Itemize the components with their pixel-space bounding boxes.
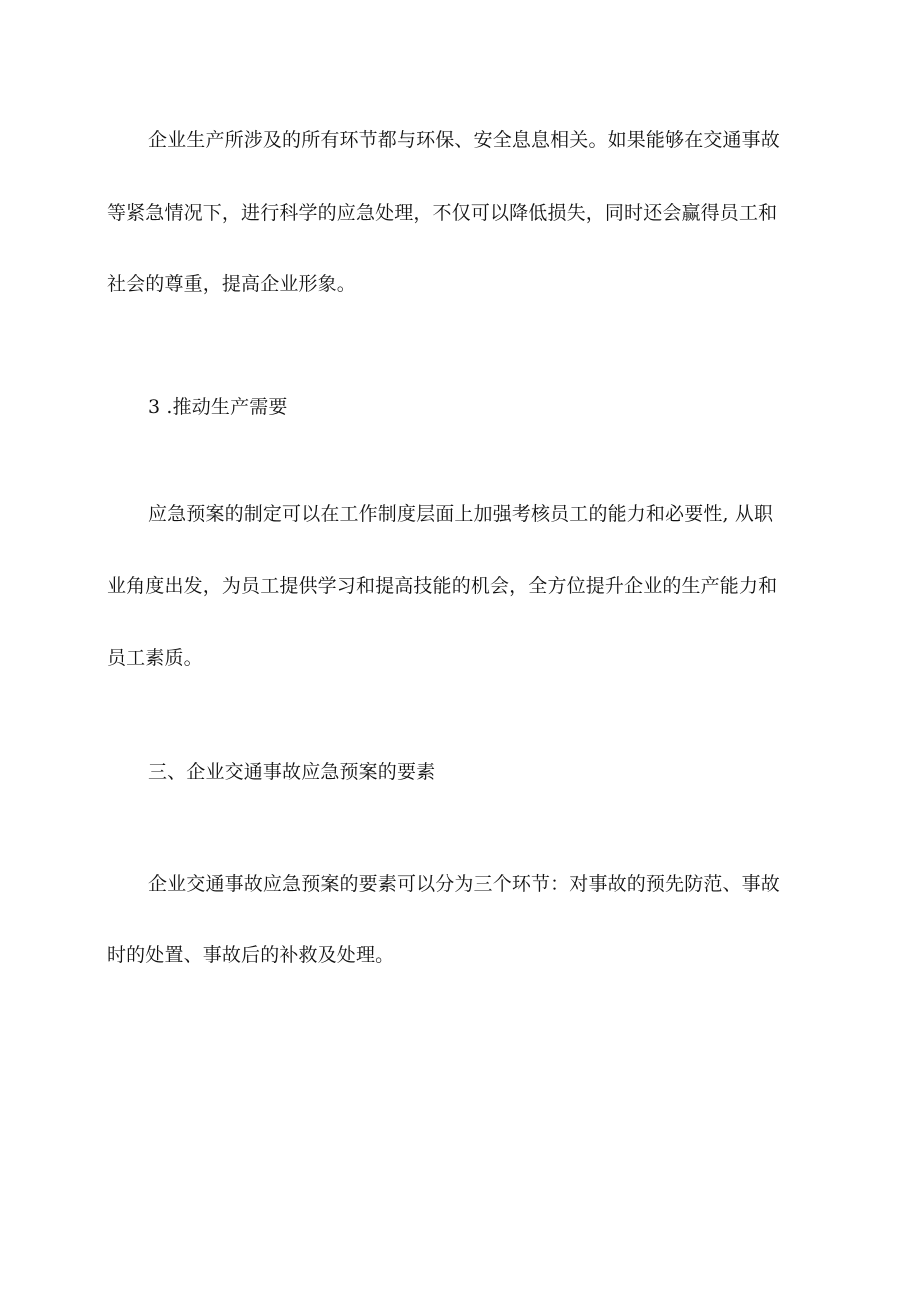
paragraph-1-line-2: 等紧急情况下，进行科学的应急处理，不仅可以降低损失，同时还会赢得员工和 (107, 202, 778, 224)
paragraph-2-line-2: 业角度出发，为员工提供学习和提高技能的机会，全方位提升企业的生产能力和 (107, 575, 778, 597)
paragraph-3-line-1: 企业交通事故应急预案的要素可以分为三个环节：对事故的预先防范、事故 (148, 873, 780, 895)
section-heading: 三、企业交通事故应急预案的要素 (148, 761, 436, 783)
paragraph-2-line-1: 应急预案的制定可以在工作制度层面上加强考核员工的能力和必要性, 从职 (148, 503, 774, 525)
paragraph-1-line-1: 企业生产所涉及的所有环节都与环保、安全息息相关。如果能够在交通事故 (148, 129, 780, 151)
paragraph-1-line-3: 社会的尊重，提高企业形象。 (107, 273, 356, 295)
paragraph-3-line-2: 时的处置、事故后的补救及处理。 (107, 944, 395, 966)
paragraph-2-line-3: 员工素质。 (107, 647, 203, 669)
heading-3: 3 .推动生产需要 (148, 396, 288, 418)
